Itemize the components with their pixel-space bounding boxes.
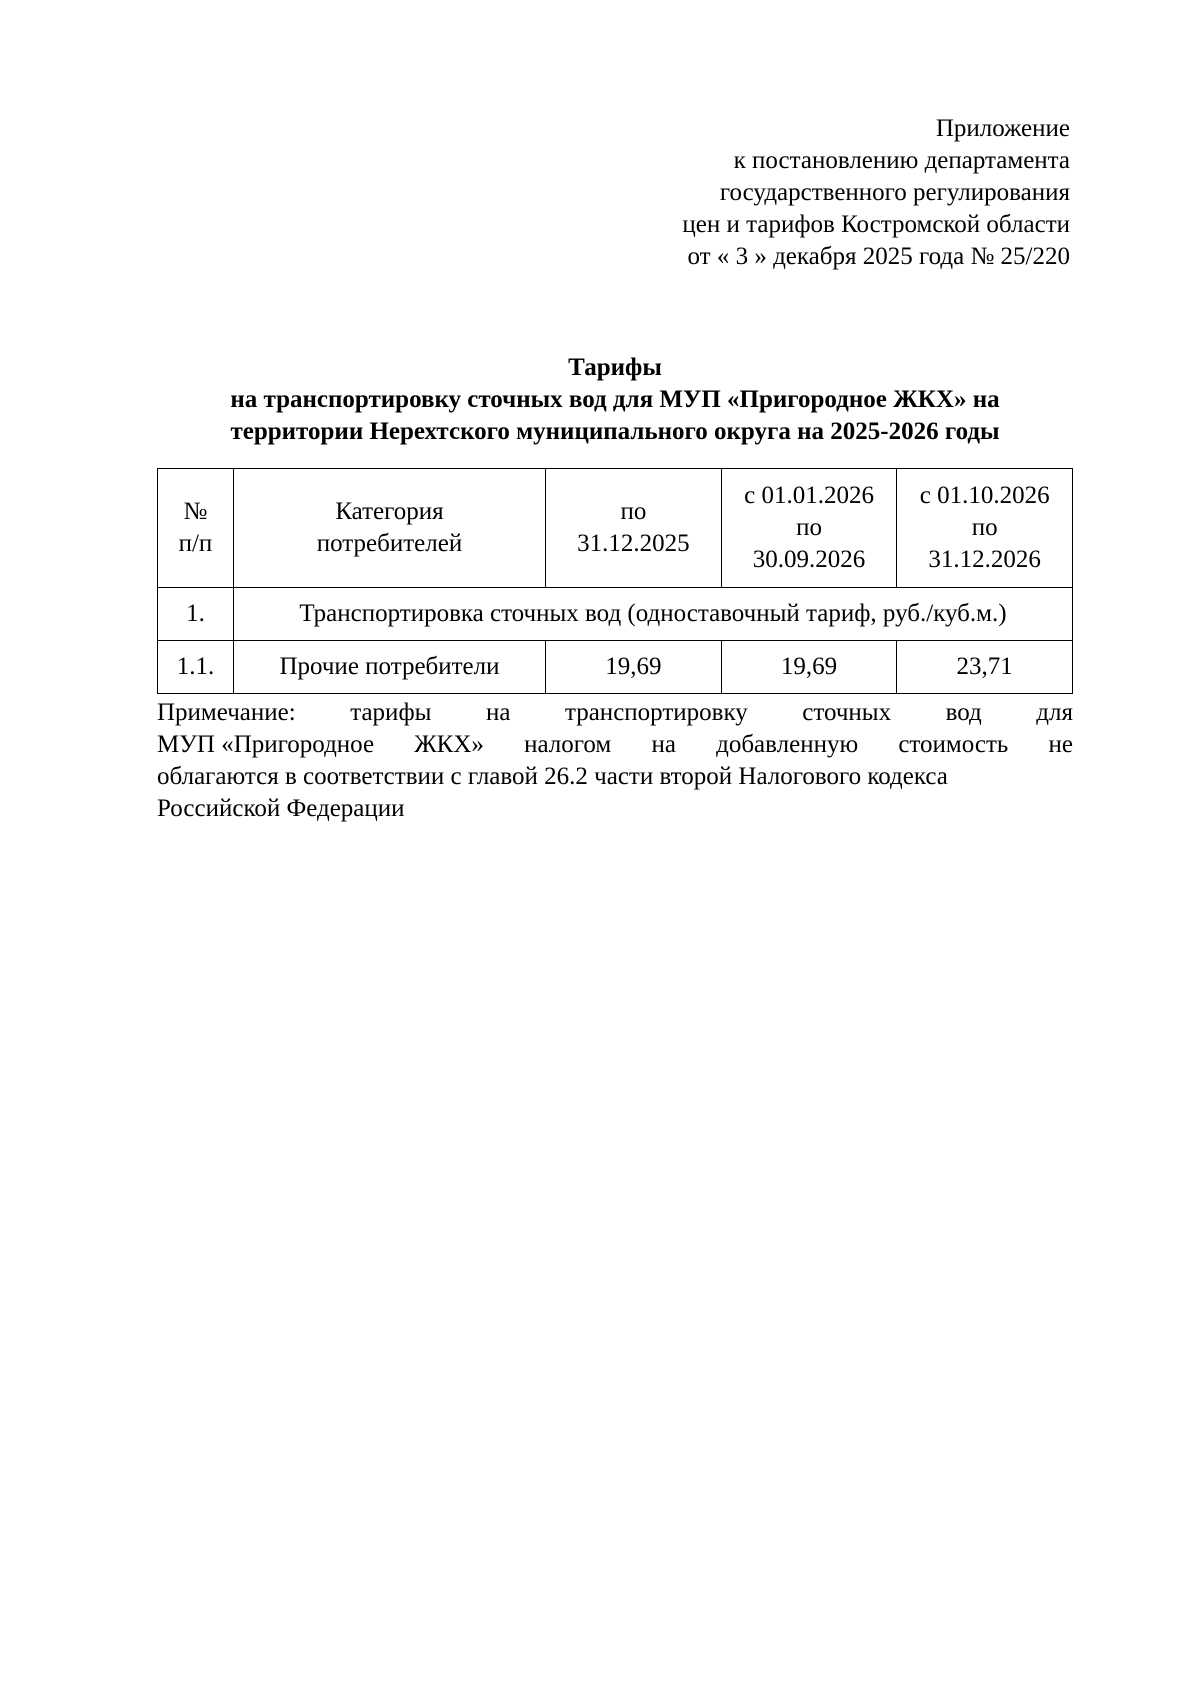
header-category: Категория потребителей	[233, 469, 545, 588]
title-line: Тарифы	[568, 354, 662, 381]
title-line: на транспортировку сточных вод для МУП «Пригородное ЖКХ» на	[230, 386, 1000, 413]
note-line: облагаются в соответствии с главой 26.2 части второй Налогового кодекса	[157, 763, 948, 790]
document-title	[157, 352, 1073, 448]
appendix-line: цен и тарифов Костромской области	[682, 211, 1070, 238]
row-num: 1.1.	[158, 641, 234, 694]
appendix-line: государственного регулирования	[719, 179, 1070, 206]
appendix-line: от « 3 » декабря 2025 года № 25/220	[687, 243, 1070, 270]
row-period-2-value: 19,69	[721, 641, 897, 694]
table-header-row	[158, 469, 1073, 588]
header-period-2: с 01.01.2026 по 30.09.2026	[721, 469, 897, 588]
section-num: 1.	[158, 588, 234, 641]
note-line: Примечание: тарифы на транспортировку сточных вод для	[157, 699, 1073, 726]
header-period-1: по 31.12.2025	[546, 469, 722, 588]
title-line: территории Нерехтского муниципального округа на 2025-2026 годы	[230, 418, 1000, 445]
row-period-1-value: 19,69	[546, 641, 722, 694]
row-period-3-value: 23,71	[897, 641, 1073, 694]
table-section-row	[158, 588, 1073, 641]
header-num: № п/п	[158, 469, 234, 588]
appendix-header	[682, 113, 1070, 273]
row-category: Прочие потребители	[233, 641, 545, 694]
appendix-line: к постановлению департамента	[733, 147, 1070, 174]
section-label: Транспортировка сточных вод (одноставочный тариф, руб./куб.м.)	[233, 588, 1072, 641]
appendix-line: Приложение	[935, 115, 1070, 142]
note-line: Российской Федерации	[157, 795, 405, 822]
note-paragraph	[157, 697, 1073, 825]
table-row	[158, 641, 1073, 694]
tariff-table	[157, 468, 1073, 694]
note-line: МУП «Пригородное ЖКХ» налогом на добавленную стоимость не	[157, 731, 1073, 758]
header-period-3: с 01.10.2026 по 31.12.2026	[897, 469, 1073, 588]
